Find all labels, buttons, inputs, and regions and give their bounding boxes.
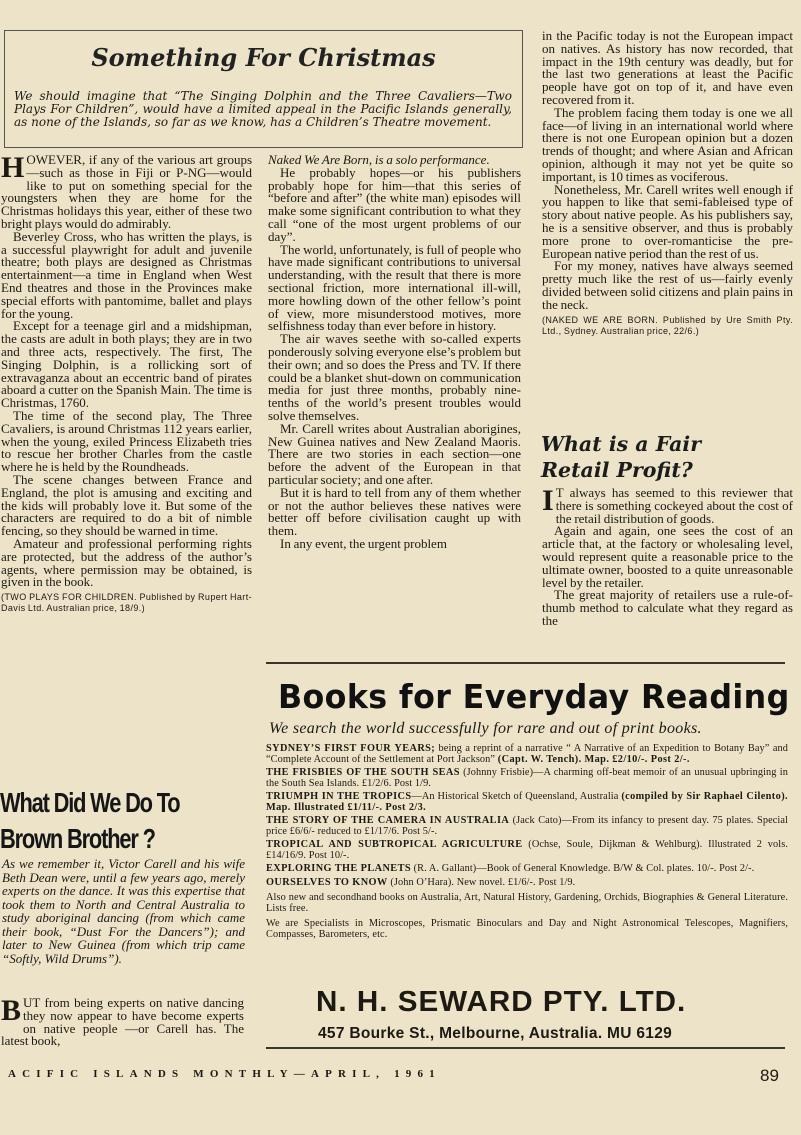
book-price: (compiled by Sir Raphael Cilento). Map. Illustrated £1/11/-. Post 2/3.	[266, 791, 788, 813]
running-footer: ACIFIC ISLANDS MONTHLY—APRIL, 1961	[8, 1068, 441, 1080]
list-item	[266, 864, 788, 875]
page-number: 89	[760, 1066, 779, 1085]
paragraph: For my money, natives have always seemed pretty much like the rest of us—fairly evenly divided between solid citizens and plain pains in the neck.	[542, 258, 793, 312]
list-item	[266, 768, 788, 789]
paragraph: in the Pacific today is not the European impact on natives. As history has now recorded, that impact in the 19th century was deadly, but for the last two generations at least the Pacific people have got on top of it, and have even recovered from it.	[542, 28, 793, 107]
paragraph: The great majority of retailers use a rule-of-thumb method to calculate what they regard as the	[542, 587, 793, 628]
book-list	[266, 744, 788, 943]
paragraph: Amateur and professional performing rights are protected, but the address of the author’s agents, where permission may be obtained, is given in the book.	[1, 535, 252, 590]
book-details: (John O’Hara). New novel. £1/6/-. Post 1/9.	[387, 876, 576, 888]
list-item	[266, 816, 788, 837]
article-2-body-start	[1, 994, 244, 1049]
book-details: (Johnny Frisbie)—A charming off-beat memoir of an unusual upbringing in the South Sea Islands. £1/2/6. Post 1/9.	[266, 767, 789, 789]
book-details: (Jack Cato)—From its infancy to present day. 75 plates. Special price £6/6/- reduced to £1/17/6. Post 5/-.	[266, 815, 788, 837]
article-2-title-line-1: What Did We Do To	[0, 787, 180, 818]
list-item	[266, 792, 788, 813]
book-credit: (TWO PLAYS FOR CHILDREN. Published by Rupert Hart-Davis Ltd. Australian price, 18/9.)	[1, 592, 252, 614]
article-title: Something For Christmas	[91, 43, 436, 72]
book-details: being a reprint of a narrative “ A Narrative of an Expedition to Botany Bay” and “Complete Account of the Settlement at Port Jackson”	[266, 743, 788, 765]
article-column-2	[268, 154, 521, 551]
drop-cap: B	[1, 994, 22, 1027]
article-3-title-line-1: What is a Fair	[541, 432, 702, 456]
book-title: OURSELVES TO KNOW	[266, 876, 388, 888]
advert-title: Books for Everyday Reading	[278, 677, 790, 716]
paragraph: But it is hard to tell from any of them whether or not the author believes these natives were better off before civilisation caught up with them.	[268, 484, 521, 539]
article-column-3	[542, 30, 793, 337]
paragraph: UT from being experts on native dancing they now appear to have become experts on native people —or Carell has. The latest book,	[1, 995, 244, 1049]
article-intro: We should imagine that “The Singing Dolphin and the Three Cavaliers—Two Plays For Children”, would have a limited appeal in the Pacific Islands generally, as none of the Islands, so far as we know, has a Children’s Theatre movement.	[14, 89, 512, 129]
paragraph: T always has seemed to this reviewer that there is something cockeyed about the cost of the retail distribution of goods.	[555, 485, 793, 526]
advert-note: Also new and secondhand books on Australia, Art, Natural History, Gardening, Orchids, Biographies & General Literature. Lists free.	[266, 892, 788, 914]
company-name: N. H. SEWARD PTY. LTD.	[316, 986, 687, 1018]
book-title: THE STORY OF THE CAMERA IN AUSTRALIA	[266, 815, 510, 826]
article-3-body	[542, 484, 793, 628]
paragraph: The time of the second play, The Three Cavaliers, is around Christmas 112 years earlier, when the young, exiled Princess Elizabeth tries to rescue her brother Charles from the castle where he is held by the Roundheads.	[1, 407, 252, 475]
paragraph: OWEVER, if any of the various art groups—such as those in Fiji or P-NG—would like to put on something special for the youngsters when they are home for the Christmas holidays this year, either of these two bright plays would do admirably.	[1, 152, 252, 231]
book-title: THE FRISBIES OF THE SOUTH SEAS	[266, 767, 460, 778]
book-title: SYDNEY’S FIRST FOUR YEARS;	[266, 743, 436, 754]
paragraph: Again and again, one sees the cost of an article that, at the factory or wholesaling level, would represent quite a reasonable price to the ultimate owner, boosted to a quite unreasonable level by the retailer.	[542, 523, 793, 590]
paragraph: The scene changes between France and England, the plot is amusing and exciting and the kids will probably love it. But some of the characters are required to do a bit of nimble fencing, so they should be warned in time.	[1, 471, 252, 539]
paragraph: The problem facing them today is one we all face—of living in an international world where there is not one European opinion but a dozen trends of thought; and where Asian and African opinion, although it may not yet be quite so important, is 10 times as vociferous.	[542, 104, 793, 184]
drop-cap: H	[1, 151, 25, 184]
book-details: (Ochse, Soule, Dijkman & Wehlburg). Illustrated 2 vols. £14/16/9. Post 10/-.	[266, 839, 788, 861]
book-credit: (NAKED WE ARE BORN. Published by Ure Smith Pty. Ltd., Sydney. Australian price, 22/6.)	[542, 314, 793, 336]
company-address: 457 Bourke St., Melbourne, Australia. MU 6129	[318, 1025, 673, 1042]
article-2-title-line-2: Brown Brother ?	[0, 823, 155, 854]
paragraph: Beverley Cross, who has written the plays, is a successful playwright for adult and juvenile theatre; both plays are designed as Christmas entertainment—a time in England when West End theatres and those in the Provinces make special efforts with pantomime, ballet and plays for the young.	[1, 228, 252, 321]
paragraph: Mr. Carell writes about Australian aborigines, New Guinea natives and New Zealand Maoris. There are two stories in each section—one before the advent of the European in that particular society; and one after.	[268, 420, 521, 487]
paragraph: He probably hopes—or his publishers probably hope for him—that this series of “before and after” (the white man) episodes will make some significant contribution to what they call “one of the most urgent problems of our day”.	[268, 164, 521, 244]
list-item	[266, 878, 788, 889]
list-item	[266, 840, 788, 861]
paragraph: Naked We Are Born, is a solo performance.	[268, 152, 490, 167]
book-price: (Capt. W. Tench). Map. £2/10/-. Post 2/-.	[497, 753, 690, 765]
paragraph: The air waves seethe with so-called experts ponderously solving everyone else’s problem but their own; and so does the Press and TV. If there could be a blanket shut-down on communication media for just three months, probably nine-tenths of the world’s present troubles would solve themselves.	[268, 331, 521, 423]
article-column-1	[1, 151, 252, 614]
article-2-intro: As we remember it, Victor Carell and his wife Beth Dean were, until a few years ago, merely experts on the dance. It was this expertise that took them to North and Central Australia to study aboriginal dancing (from which came their book, “Dust For the Dancers”); and later to New Guinea (from which trip came “Softly, Wild Drums”).	[2, 856, 245, 966]
drop-cap: I	[542, 484, 554, 517]
book-title: TROPICAL AND SUBTROPICAL AGRICULTURE	[266, 839, 523, 850]
paragraph: Nonetheless, Mr. Carell writes well enough if you happen to like that semi-fableised type of story about native people. As his publishers say, he is a sensitive observer, and thus is probably more prone to over-romanticise the pre-European native period than the rest of us.	[542, 181, 793, 261]
book-title: EXPLORING THE PLANETS	[266, 863, 411, 874]
book-details: —An Historical Sketch of Queensland, Australia	[411, 791, 622, 802]
list-item	[266, 744, 788, 765]
advert-bottom-rule	[266, 1047, 785, 1049]
paragraph: In any event, the urgent problem	[280, 535, 447, 551]
article-3-title	[541, 431, 761, 483]
advert-note: We are Specialists in Microscopes, Prismatic Binoculars and Day and Night Astronomical Telescopes, Magnifiers, Compasses, Barometers, etc.	[266, 918, 788, 940]
book-details: (R. A. Gallant)—Book of General Knowledge. B/W & Col. plates. 10/-. Post 2/-.	[410, 863, 755, 874]
paragraph: The world, unfortunately, is full of people who have made significant contributions to universal understanding, with the result that there is more sectional friction, more international ill-will, more howling down of the other fellow’s point of view, more misunderstood motives, more selfishness today than ever before in history.	[268, 241, 521, 334]
article-3-title-line-2: Retail Profit?	[541, 458, 693, 482]
book-title: TRIUMPH IN THE TROPICS	[266, 791, 412, 802]
advert-top-rule	[266, 662, 785, 664]
article-2-title-block	[0, 787, 250, 867]
advert-subtitle: We search the world successfully for rare and out of print books.	[269, 720, 702, 737]
paragraph: Except for a teenage girl and a midshipman, the casts are adult in both plays; they are in two and three acts, respectively. The first, The Singing Dolphin, is a rollicking sort of extravaganza about an eccentric band of pirates aboard a cutter on the Spanish Main. The time is Christmas, 1760.	[1, 318, 252, 411]
